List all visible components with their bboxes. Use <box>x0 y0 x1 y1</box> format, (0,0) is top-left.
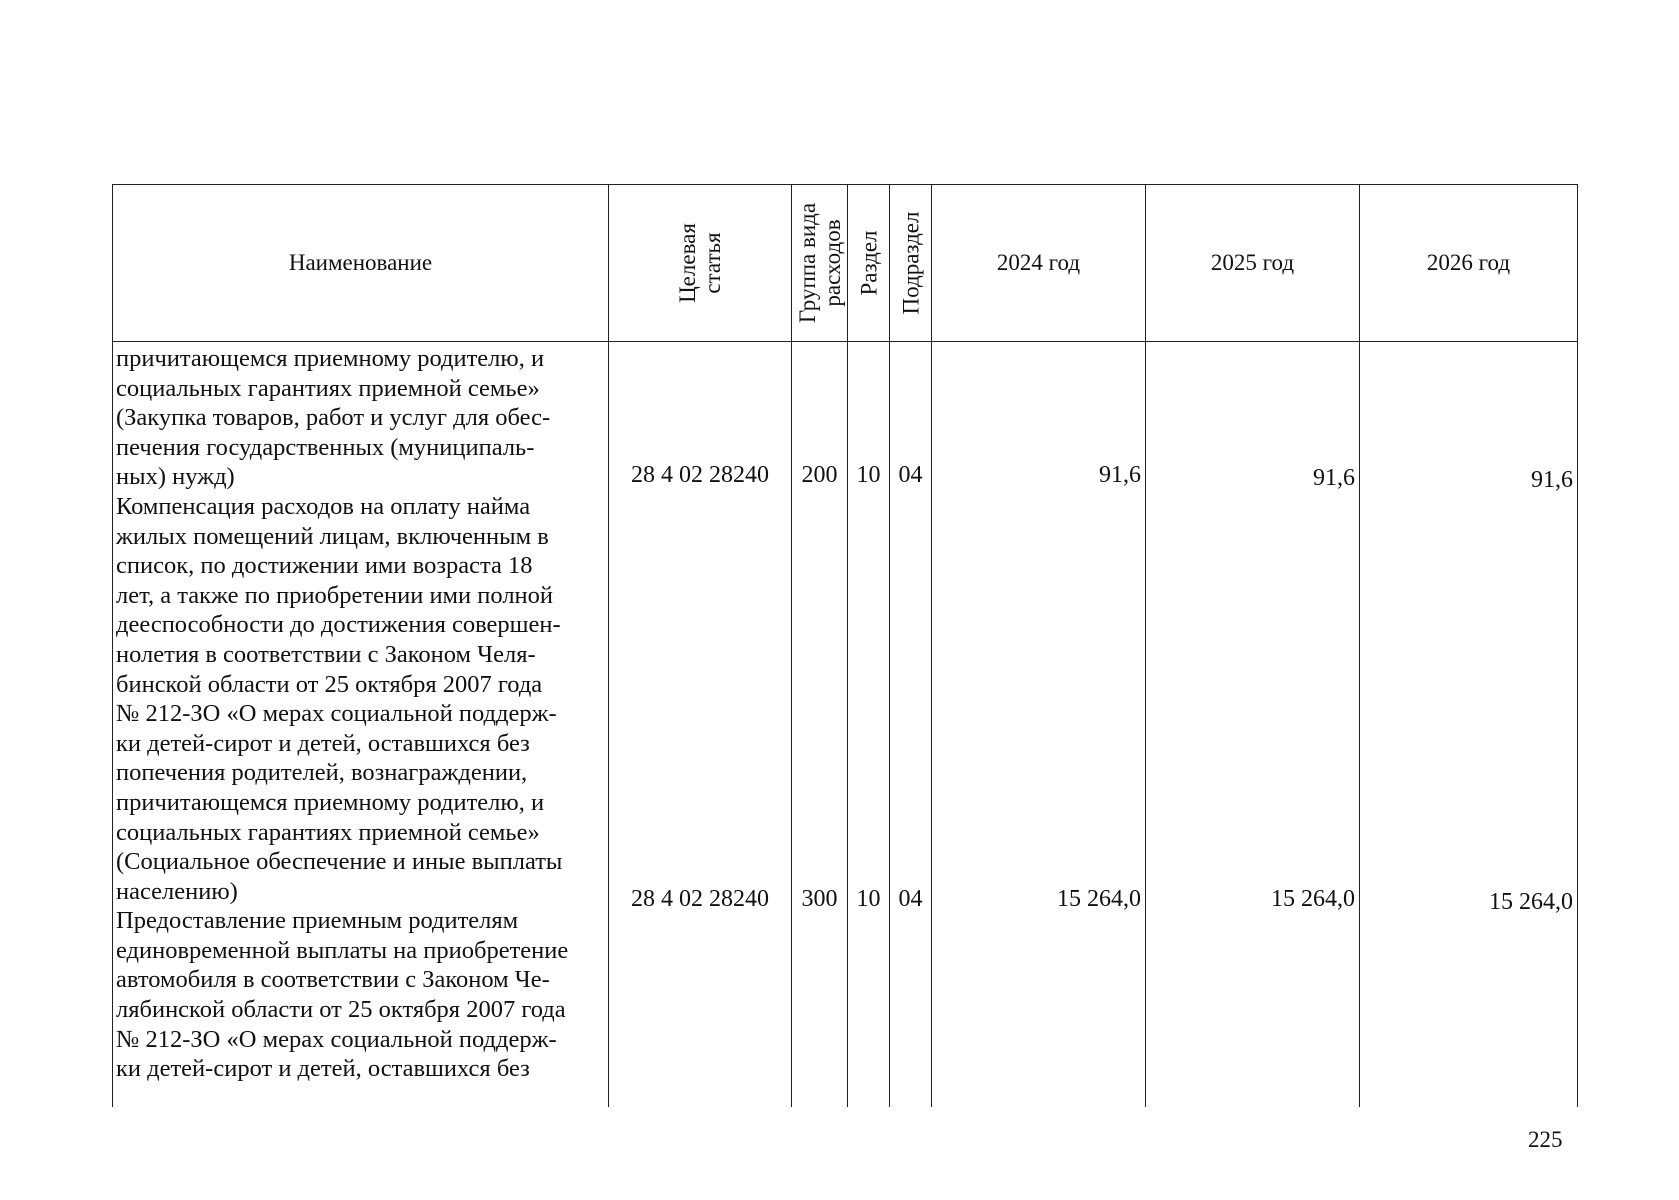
header-target-article-label <box>675 223 725 303</box>
row1-section: 10 <box>856 462 881 488</box>
table-body-row <box>113 342 1578 1107</box>
name-line: попечения родителей, вознаграждении, <box>116 759 528 787</box>
header-2024-label: 2024 год <box>996 250 1081 275</box>
row1-expense-group: 200 <box>801 462 838 488</box>
row2-target-article: 28 4 02 28240 <box>631 886 769 912</box>
header-target-article <box>609 185 792 342</box>
row1-subsection: 04 <box>898 462 923 488</box>
name-line: бинской области от 25 октября 2007 года <box>116 670 543 698</box>
name-line: Компенсация расходов на оплату найма <box>116 492 531 520</box>
row2-value-2025: 15 264,0 <box>1271 886 1355 912</box>
section-cell <box>848 342 890 1107</box>
name-line: единовременной выплаты на приобретение <box>116 936 569 964</box>
header-subsection-label <box>898 212 923 315</box>
row1-target-article: 28 4 02 28240 <box>631 462 769 488</box>
name-line: социальных гарантиях приемной семье» <box>116 818 540 846</box>
name-line: нолетия в соответствии с Законом Челя- <box>116 640 536 668</box>
table-header-row <box>113 185 1578 342</box>
subsection-cell <box>890 342 932 1107</box>
value-2024-cell <box>932 342 1146 1107</box>
header-subsection <box>890 185 932 342</box>
header-section-label <box>856 230 881 295</box>
name-line: печения государственных (муниципаль- <box>116 433 535 461</box>
name-line: причитающемся приемному родителю, и <box>116 788 545 816</box>
value-2025-cell <box>1146 342 1360 1107</box>
row2-value-2026: 15 264,0 <box>1489 889 1573 915</box>
header-target-line2: статья <box>700 232 725 294</box>
header-target-line1: Целевая <box>675 223 700 303</box>
name-line: № 212-ЗО «О мерах социальной поддерж- <box>116 700 557 728</box>
header-2026-label: 2026 год <box>1426 250 1511 275</box>
name-line: Предоставление приемным родителям <box>116 907 519 935</box>
name-line: (Социальное обеспечение и иные выплаты <box>116 848 563 876</box>
header-group-line2: расходов <box>819 219 845 307</box>
name-line: социальных гарантиях приемной семье» <box>116 374 540 402</box>
row2-value-2024: 15 264,0 <box>1057 886 1141 912</box>
header-expense-group <box>792 185 848 342</box>
name-line: ки детей-сирот и детей, оставшихся без <box>116 729 530 757</box>
header-group-line1: Группа вида <box>794 202 820 324</box>
row1-value-2025: 91,6 <box>1313 465 1355 491</box>
row2-subsection: 04 <box>898 886 923 912</box>
header-section-text: Раздел <box>856 230 881 296</box>
header-name-label: Наименование <box>288 250 433 275</box>
budget-table <box>112 184 1578 1107</box>
value-2026-cell <box>1360 342 1578 1107</box>
name-line: лет, а также по приобретении ими полной <box>116 581 554 609</box>
header-expense-group-label <box>795 203 845 323</box>
row2-expense-group: 300 <box>801 886 838 912</box>
header-name <box>113 185 609 342</box>
name-line: дееспособности до достижения совершен- <box>116 611 561 639</box>
page-number: 225 <box>1528 1127 1563 1152</box>
header-section <box>848 185 890 342</box>
row2-section: 10 <box>856 886 881 912</box>
header-2026 <box>1360 185 1578 342</box>
name-line: населению) <box>116 877 238 905</box>
row1-value-2024: 91,6 <box>1099 462 1141 488</box>
target-article-cell <box>609 342 792 1107</box>
name-line: жилых помещений лицам, включенным в <box>116 522 549 550</box>
name-line: № 212-ЗО «О мерах социальной поддерж- <box>116 1025 557 1053</box>
header-2025 <box>1146 185 1360 342</box>
name-line: автомобиля в соответствии с Законом Че- <box>116 966 550 994</box>
name-line: лябинской области от 25 октября 2007 года <box>116 996 566 1024</box>
header-2024 <box>932 185 1146 342</box>
name-text-block <box>113 342 608 1084</box>
name-cell <box>113 342 609 1107</box>
name-line: список, по достижении ими возраста 18 <box>116 552 533 580</box>
name-line: (Закупка товаров, работ и услуг для обес- <box>116 404 551 432</box>
header-subsection-text: Подраздел <box>898 211 923 315</box>
name-line: ки детей-сирот и детей, оставшихся без <box>116 1055 530 1083</box>
header-2025-label: 2025 год <box>1210 250 1295 275</box>
name-line: причитающемся приемному родителю, и <box>116 345 545 372</box>
row1-value-2026: 91,6 <box>1531 467 1573 493</box>
expense-group-cell <box>792 342 848 1107</box>
name-line: ных) нужд) <box>116 463 235 491</box>
